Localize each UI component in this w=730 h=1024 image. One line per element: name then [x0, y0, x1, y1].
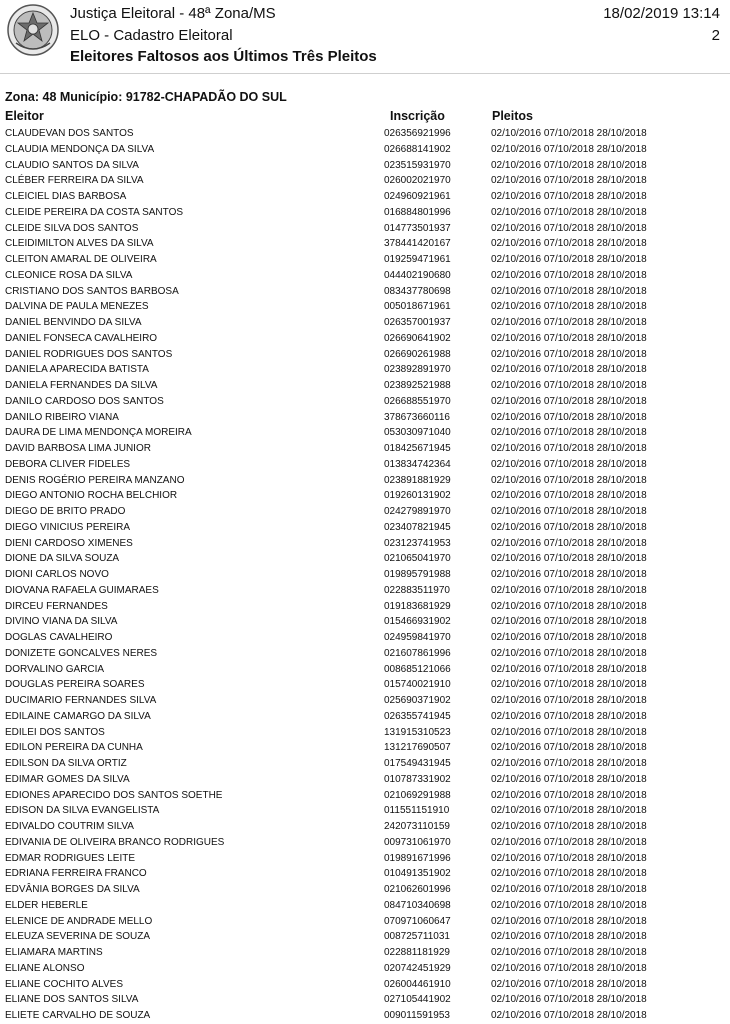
- voter-name: CLEITON AMARAL DE OLIVEIRA: [5, 254, 157, 265]
- voter-registration: 019183681929: [384, 600, 451, 612]
- voter-name: ELIANE DOS SANTOS SILVA: [5, 994, 139, 1006]
- voter-name: EDISON DA SILVA EVANGELISTA: [5, 805, 160, 817]
- voter-name: DANIELA APARECIDA BATISTA: [5, 364, 149, 376]
- voter-registration: 010787331902: [384, 773, 451, 785]
- table-row: [0, 693, 730, 709]
- table-row: [0, 646, 730, 662]
- missed-elections: 02/10/2016 07/10/2018 28/10/2018: [491, 569, 647, 580]
- page-number: 2: [711, 27, 720, 44]
- missed-elections: 02/10/2016 07/10/2018 28/10/2018: [491, 758, 647, 769]
- voter-name: EDRIANA FERREIRA FRANCO: [5, 868, 147, 880]
- voter-name: DIRCEU FERNANDES: [5, 600, 108, 612]
- voter-name: DANILO RIBEIRO VIANA: [5, 411, 119, 423]
- missed-elections: 02/10/2016 07/10/2018 28/10/2018: [491, 836, 647, 848]
- voter-name: EDILAINE CAMARGO DA SILVA: [5, 710, 151, 722]
- table-row: [0, 205, 730, 221]
- missed-elections: 02/10/2016 07/10/2018 28/10/2018: [491, 427, 647, 439]
- voter-registration: 131217690507: [384, 742, 451, 754]
- missed-elections: 02/10/2016 07/10/2018 28/10/2018: [491, 521, 647, 533]
- voter-name: DAURA DE LIMA MENDONÇA MOREIRA: [5, 427, 192, 439]
- voter-name: CLAUDIO SANTOS DA SILVA: [5, 159, 139, 171]
- table-row: [0, 284, 730, 300]
- table-row: [0, 236, 730, 252]
- voter-name: DANIELA FERNANDES DA SILVA: [5, 380, 158, 391]
- voter-name: DIENI CARDOSO XIMENES: [5, 537, 133, 549]
- missed-elections: 02/10/2016 07/10/2018 28/10/2018: [491, 994, 647, 1006]
- missed-elections: 02/10/2016 07/10/2018 28/10/2018: [491, 616, 647, 628]
- missed-elections: 02/10/2016 07/10/2018 28/10/2018: [491, 679, 647, 691]
- missed-elections: 02/10/2016 07/10/2018 28/10/2018: [491, 474, 647, 486]
- voter-registration: 026688551970: [384, 395, 451, 407]
- table-row: [0, 851, 730, 867]
- table-row: [0, 268, 730, 284]
- voter-registration: 023892891970: [384, 364, 451, 376]
- voter-registration: 083437780698: [384, 285, 451, 297]
- missed-elections: 02/10/2016 07/10/2018 28/10/2018: [491, 206, 647, 218]
- report-datetime: 18/02/2019 13:14: [603, 5, 720, 22]
- missed-elections: 02/10/2016 07/10/2018 28/10/2018: [491, 159, 647, 171]
- voter-registration: 026357001937: [384, 317, 451, 328]
- missed-elections: 02/10/2016 07/10/2018 28/10/2018: [491, 947, 647, 958]
- voter-registration: 378441420167: [384, 238, 451, 250]
- voter-name: EDVÂNIA BORGES DA SILVA: [5, 884, 140, 895]
- voter-name: DIVINO VIANA DA SILVA: [5, 616, 118, 628]
- voter-registration: 014773501937: [384, 222, 451, 234]
- voter-registration: 009011591953: [384, 1010, 450, 1021]
- voter-name: CLEIDE PEREIRA DA COSTA SANTOS: [5, 206, 184, 218]
- table-row: [0, 425, 730, 441]
- missed-elections: 02/10/2016 07/10/2018 28/10/2018: [491, 537, 647, 549]
- voter-registration: 023407821945: [384, 521, 451, 533]
- missed-elections: 02/10/2016 07/10/2018 28/10/2018: [491, 773, 647, 785]
- voter-name: DOUGLAS PEREIRA SOARES: [5, 679, 145, 691]
- header-divider: [0, 73, 730, 74]
- system-title: ELO - Cadastro Eleitoral: [70, 27, 233, 44]
- voter-name: DANIEL FONSECA CAVALHEIRO: [5, 332, 158, 344]
- missed-elections: 02/10/2016 07/10/2018 28/10/2018: [491, 600, 647, 612]
- missed-elections: 02/10/2016 07/10/2018 28/10/2018: [491, 931, 647, 943]
- missed-elections: 02/10/2016 07/10/2018 28/10/2018: [491, 128, 647, 139]
- voter-name: CLEIDE SILVA DOS SANTOS: [5, 222, 139, 234]
- voter-name: EDIVANIA DE OLIVEIRA BRANCO RODRIGUES: [5, 836, 225, 848]
- voter-registration: 024959841970: [384, 632, 451, 643]
- table-row: [0, 347, 730, 363]
- table-row: [0, 977, 730, 993]
- institution-title: Justiça Eleitoral - 48ª Zona/MS: [70, 5, 276, 22]
- missed-elections: 02/10/2016 07/10/2018 28/10/2018: [491, 899, 647, 911]
- voter-registration: 027105441902: [384, 994, 451, 1006]
- missed-elections: 02/10/2016 07/10/2018 28/10/2018: [491, 553, 647, 565]
- voter-name: DENIS ROGÉRIO PEREIRA MANZANO: [5, 474, 185, 486]
- voter-registration: 010491351902: [384, 868, 451, 880]
- voter-registration: 026355741945: [384, 710, 451, 722]
- missed-elections: 02/10/2016 07/10/2018 28/10/2018: [491, 364, 647, 376]
- missed-elections: 02/10/2016 07/10/2018 28/10/2018: [491, 175, 647, 187]
- report-header: [0, 0, 730, 72]
- voter-name: EDILEI DOS SANTOS: [5, 726, 105, 738]
- voter-name: EDIONES APARECIDO DOS SANTOS SOETHE: [5, 789, 223, 801]
- voter-registration: 021069291988: [384, 789, 451, 801]
- table-row: [0, 394, 730, 410]
- missed-elections: 02/10/2016 07/10/2018 28/10/2018: [491, 821, 647, 832]
- voter-registration: 013834742364: [384, 458, 451, 470]
- missed-elections: 02/10/2016 07/10/2018 28/10/2018: [491, 332, 647, 344]
- missed-elections: 02/10/2016 07/10/2018 28/10/2018: [491, 222, 647, 234]
- column-header-inscricao: Inscrição: [390, 109, 445, 123]
- voter-registration: 021062601996: [384, 884, 451, 895]
- voter-registration: 024960921961: [384, 191, 451, 202]
- missed-elections: 02/10/2016 07/10/2018 28/10/2018: [491, 632, 647, 643]
- voter-registration: 022883511970: [384, 584, 450, 596]
- report-title: Eleitores Faltosos aos Últimos Três Pleitos: [70, 48, 377, 65]
- table-row: [0, 772, 730, 788]
- voter-registration: 017549431945: [384, 758, 451, 769]
- table-row: [0, 614, 730, 630]
- table-row: [0, 803, 730, 819]
- voter-name: CLAUDEVAN DOS SANTOS: [5, 128, 134, 139]
- voter-registration: 015466931902: [384, 616, 451, 628]
- table-row: [0, 457, 730, 473]
- voter-registration: 023515931970: [384, 159, 451, 171]
- missed-elections: 02/10/2016 07/10/2018 28/10/2018: [491, 348, 647, 360]
- voter-registration: 005018671961: [384, 301, 451, 313]
- missed-elections: 02/10/2016 07/10/2018 28/10/2018: [491, 238, 647, 250]
- table-row: [0, 221, 730, 237]
- voter-name: ELIETE CARVALHO DE SOUZA: [5, 1010, 151, 1021]
- voter-registration: 023123741953: [384, 537, 451, 549]
- table-row: [0, 866, 730, 882]
- table-row: [0, 488, 730, 504]
- table-row: [0, 551, 730, 567]
- voter-name: ELIAMARA MARTINS: [5, 947, 103, 958]
- table-row: [0, 630, 730, 646]
- missed-elections: 02/10/2016 07/10/2018 28/10/2018: [491, 317, 647, 328]
- missed-elections: 02/10/2016 07/10/2018 28/10/2018: [491, 710, 647, 722]
- table-row: [0, 126, 730, 142]
- missed-elections: 02/10/2016 07/10/2018 28/10/2018: [491, 663, 647, 675]
- voter-name: ELDER HEBERLE: [5, 899, 88, 911]
- voter-name: EDIVALDO COUTRIM SILVA: [5, 821, 134, 832]
- table-row: [0, 677, 730, 693]
- table-row: [0, 158, 730, 174]
- voter-name: DUCIMARIO FERNANDES SILVA: [5, 695, 157, 706]
- missed-elections: 02/10/2016 07/10/2018 28/10/2018: [491, 915, 647, 927]
- table-row: [0, 315, 730, 331]
- missed-elections: 02/10/2016 07/10/2018 28/10/2018: [491, 490, 647, 502]
- table-row: [0, 299, 730, 315]
- missed-elections: 02/10/2016 07/10/2018 28/10/2018: [491, 805, 647, 817]
- voter-registration: 023892521988: [384, 380, 451, 391]
- voter-name: DEBORA CLIVER FIDELES: [5, 458, 131, 470]
- table-row: [0, 756, 730, 772]
- table-row: [0, 740, 730, 756]
- voter-name: EDILON PEREIRA DA CUNHA: [5, 742, 143, 754]
- missed-elections: 02/10/2016 07/10/2018 28/10/2018: [491, 443, 647, 454]
- voter-registration: 131915310523: [384, 726, 451, 738]
- missed-elections: 02/10/2016 07/10/2018 28/10/2018: [491, 395, 647, 407]
- voter-registration: 021065041970: [384, 553, 451, 565]
- voter-registration: 016884801996: [384, 206, 451, 218]
- voter-name: DIONI CARLOS NOVO: [5, 569, 109, 580]
- voter-name: DORVALINO GARCIA: [5, 663, 105, 675]
- table-row: [0, 189, 730, 205]
- missed-elections: 02/10/2016 07/10/2018 28/10/2018: [491, 884, 647, 895]
- missed-elections: 02/10/2016 07/10/2018 28/10/2018: [491, 742, 647, 754]
- table-row: [0, 662, 730, 678]
- voter-registration: 019891671996: [384, 852, 451, 864]
- table-row: [0, 441, 730, 457]
- table-row: [0, 567, 730, 583]
- voter-registration: 011551151910: [384, 805, 450, 817]
- missed-elections: 02/10/2016 07/10/2018 28/10/2018: [491, 978, 647, 990]
- voter-name: DIEGO VINICIUS PEREIRA: [5, 521, 131, 533]
- voter-name: ELENICE DE ANDRADE MELLO: [5, 915, 153, 927]
- missed-elections: 02/10/2016 07/10/2018 28/10/2018: [491, 143, 647, 155]
- voter-name: CLAUDIA MENDONÇA DA SILVA: [5, 143, 155, 155]
- voter-name: CLEICIEL DIAS BARBOSA: [5, 191, 127, 202]
- table-row: [0, 898, 730, 914]
- voter-registration: 026004461910: [384, 978, 451, 990]
- voter-registration: 026690641902: [384, 332, 451, 344]
- voter-registration: 022881181929: [384, 947, 450, 958]
- voter-registration: 026002021970: [384, 175, 451, 187]
- voter-name: EDIMAR GOMES DA SILVA: [5, 773, 130, 785]
- voter-registration: 021607861996: [384, 647, 451, 659]
- voter-registration: 070971060647: [384, 915, 451, 927]
- voter-name: DIONE DA SILVA SOUZA: [5, 553, 120, 565]
- missed-elections: 02/10/2016 07/10/2018 28/10/2018: [491, 269, 647, 281]
- table-row: [0, 788, 730, 804]
- voter-name: DANIEL RODRIGUES DOS SANTOS: [5, 348, 173, 360]
- table-row: [0, 725, 730, 741]
- missed-elections: 02/10/2016 07/10/2018 28/10/2018: [491, 789, 647, 801]
- voter-registration: 026688141902: [384, 143, 451, 155]
- missed-elections: 02/10/2016 07/10/2018 28/10/2018: [491, 254, 647, 265]
- voter-registration: 020742451929: [384, 962, 451, 974]
- voter-name: CLÉBER FERREIRA DA SILVA: [5, 175, 144, 187]
- voter-name: DAVID BARBOSA LIMA JUNIOR: [5, 443, 151, 454]
- table-row: [0, 599, 730, 615]
- column-header-pleitos: Pleitos: [492, 109, 533, 123]
- voter-name: DIEGO ANTONIO ROCHA BELCHIOR: [5, 490, 178, 502]
- voter-name: DIEGO DE BRITO PRADO: [5, 506, 126, 517]
- voter-registration: 008725711031: [384, 931, 450, 943]
- voter-registration: 009731061970: [384, 836, 451, 848]
- table-row: [0, 1008, 730, 1024]
- missed-elections: 02/10/2016 07/10/2018 28/10/2018: [491, 726, 647, 738]
- voter-name: DONIZETE GONCALVES NERES: [5, 647, 158, 659]
- missed-elections: 02/10/2016 07/10/2018 28/10/2018: [491, 647, 647, 659]
- table-row: [0, 961, 730, 977]
- table-row: [0, 819, 730, 835]
- voter-registration: 008685121066: [384, 663, 451, 675]
- voter-name: CLEIDIMILTON ALVES DA SILVA: [5, 238, 154, 250]
- table-row: [0, 914, 730, 930]
- table-row: [0, 331, 730, 347]
- voter-registration: 053030971040: [384, 427, 451, 439]
- voter-name: DANILO CARDOSO DOS SANTOS: [5, 395, 164, 407]
- voter-registration: 019895791988: [384, 569, 451, 580]
- missed-elections: 02/10/2016 07/10/2018 28/10/2018: [491, 852, 647, 864]
- voter-name: EDMAR RODRIGUES LEITE: [5, 852, 136, 864]
- missed-elections: 02/10/2016 07/10/2018 28/10/2018: [491, 301, 647, 313]
- table-row: [0, 252, 730, 268]
- table-row: [0, 882, 730, 898]
- voter-registration: 378673660116: [384, 411, 450, 423]
- voter-registration: 025690371902: [384, 695, 451, 706]
- table-row: [0, 835, 730, 851]
- voter-table-body: [0, 126, 730, 1024]
- table-row: [0, 520, 730, 536]
- table-row: [0, 583, 730, 599]
- voter-name: ELIANE COCHITO ALVES: [5, 978, 124, 990]
- table-row: [0, 473, 730, 489]
- voter-registration: 023891881929: [384, 474, 451, 486]
- table-row: [0, 173, 730, 189]
- missed-elections: 02/10/2016 07/10/2018 28/10/2018: [491, 191, 647, 202]
- voter-name: DANIEL BENVINDO DA SILVA: [5, 317, 142, 328]
- voter-registration: 024279891970: [384, 506, 451, 517]
- zone-municipality-line: Zona: 48 Município: 91782-CHAPADÃO DO SUL: [5, 90, 287, 104]
- voter-registration: 019260131902: [384, 490, 451, 502]
- voter-registration: 018425671945: [384, 443, 451, 454]
- table-row: [0, 410, 730, 426]
- table-row: [0, 945, 730, 961]
- missed-elections: 02/10/2016 07/10/2018 28/10/2018: [491, 380, 647, 391]
- voter-registration: 026690261988: [384, 348, 451, 360]
- voter-registration: 242073110159: [384, 821, 450, 832]
- table-row: [0, 929, 730, 945]
- voter-registration: 044402190680: [384, 269, 451, 281]
- voter-name: DALVINA DE PAULA MENEZES: [5, 301, 149, 313]
- missed-elections: 02/10/2016 07/10/2018 28/10/2018: [491, 962, 647, 974]
- voter-registration: 084710340698: [384, 899, 451, 911]
- column-header-eleitor: Eleitor: [5, 109, 44, 123]
- voter-name: DIOVANA RAFAELA GUIMARAES: [5, 584, 159, 596]
- missed-elections: 02/10/2016 07/10/2018 28/10/2018: [491, 584, 647, 596]
- missed-elections: 02/10/2016 07/10/2018 28/10/2018: [491, 411, 647, 423]
- missed-elections: 02/10/2016 07/10/2018 28/10/2018: [491, 458, 647, 470]
- voter-name: CRISTIANO DOS SANTOS BARBOSA: [5, 285, 179, 297]
- table-row: [0, 142, 730, 158]
- voter-name: ELEUZA SEVERINA DE SOUZA: [5, 931, 151, 943]
- table-row: [0, 992, 730, 1008]
- voter-name: DOGLAS CAVALHEIRO: [5, 632, 113, 643]
- voter-name: EDILSON DA SILVA ORTIZ: [5, 758, 127, 769]
- missed-elections: 02/10/2016 07/10/2018 28/10/2018: [491, 285, 647, 297]
- missed-elections: 02/10/2016 07/10/2018 28/10/2018: [491, 868, 647, 880]
- voter-registration: 026356921996: [384, 128, 451, 139]
- voter-name: CLEONICE ROSA DA SILVA: [5, 269, 133, 281]
- table-row: [0, 536, 730, 552]
- table-row: [0, 504, 730, 520]
- voter-registration: 019259471961: [384, 254, 451, 265]
- table-row: [0, 709, 730, 725]
- voter-name: ELIANE ALONSO: [5, 962, 85, 974]
- coat-of-arms-icon: [6, 3, 60, 57]
- table-row: [0, 362, 730, 378]
- missed-elections: 02/10/2016 07/10/2018 28/10/2018: [491, 506, 647, 517]
- missed-elections: 02/10/2016 07/10/2018 28/10/2018: [491, 695, 647, 706]
- missed-elections: 02/10/2016 07/10/2018 28/10/2018: [491, 1010, 647, 1021]
- voter-registration: 015740021910: [384, 679, 451, 691]
- table-row: [0, 378, 730, 394]
